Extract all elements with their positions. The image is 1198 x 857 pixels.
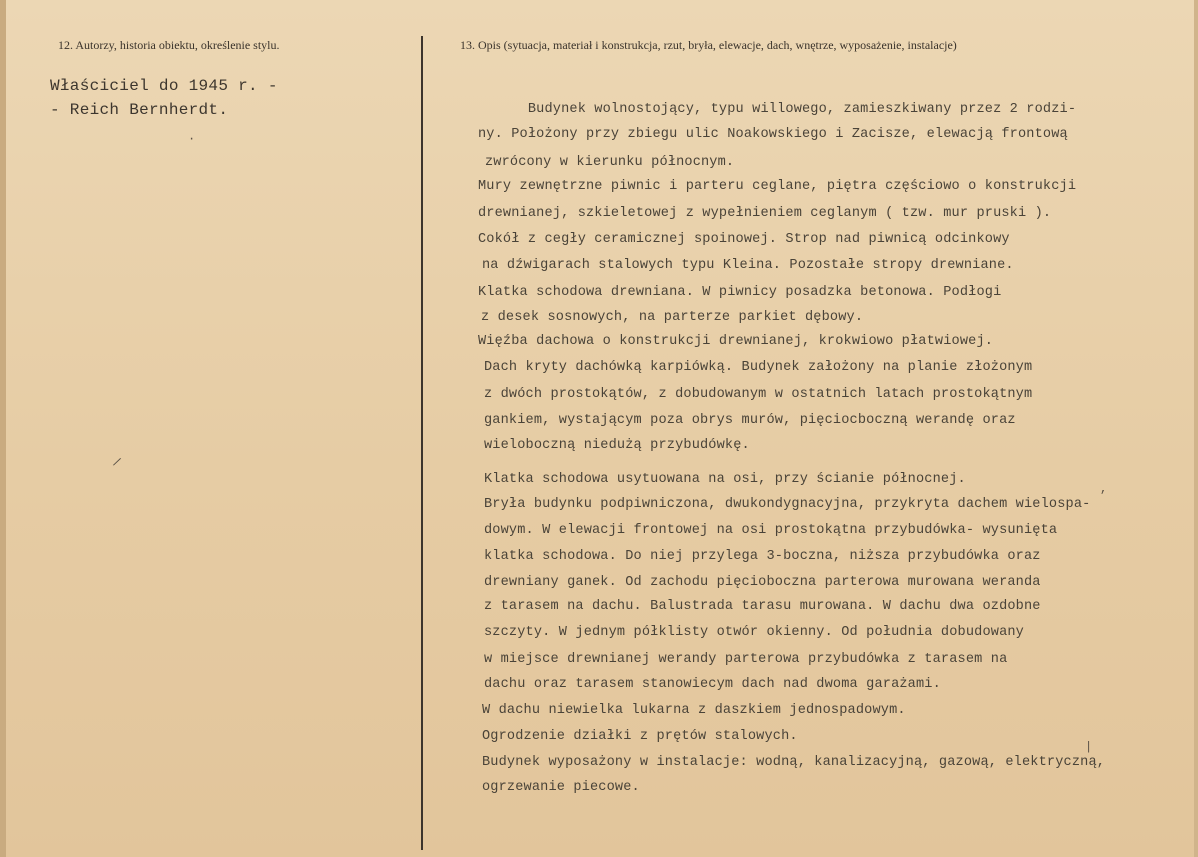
stray-mark: , bbox=[1100, 482, 1108, 496]
description-line: Ogrodzenie działki z prętów stalowych. bbox=[482, 729, 798, 744]
description-line: Cokół z cegły ceramicznej spoinowej. Strop nad piwnicą odcinkowy bbox=[478, 232, 1010, 247]
stray-mark: / bbox=[111, 455, 123, 471]
description-line: na dźwigarach stalowych typu Kleina. Pozostałe stropy drewniane. bbox=[482, 258, 1014, 273]
description-line: Więźba dachowa o konstrukcji drewnianej, krokwiowo płatwiowej. bbox=[478, 334, 994, 349]
description-line: w miejsce drewnianej werandy parterowa przybudówka z tarasem na bbox=[484, 652, 1008, 667]
description-line: W dachu niewielka lukarna z daszkiem jednospadowym. bbox=[482, 703, 906, 718]
description-line: Bryła budynku podpiwniczona, dwukondygnacyjna, przykryta dachem wielospa- bbox=[484, 497, 1091, 512]
description-line: Dach kryty dachówką karpiówką. Budynek założony na planie złożonym bbox=[484, 360, 1033, 375]
column-divider bbox=[421, 36, 423, 850]
description-line: ogrzewanie piecowe. bbox=[482, 780, 640, 795]
stray-mark: | bbox=[1085, 740, 1093, 754]
description-line: Mury zewnętrzne piwnic i parteru ceglane, piętra częściowo o konstrukcji bbox=[478, 179, 1077, 194]
owner-line: Właściciel do 1945 r. - bbox=[50, 77, 278, 95]
description-line: gankiem, wystającym poza obrys murów, pięciocboczną werandę oraz bbox=[484, 413, 1016, 428]
sheet-edge-left bbox=[0, 0, 6, 857]
description-line: Klatka schodowa drewniana. W piwnicy posadzka betonowa. Podłogi bbox=[478, 285, 1002, 300]
description-line: dowym. W elewacji frontowej na osi prostokątna przybudówka- wysunięta bbox=[484, 523, 1058, 538]
stray-mark: · bbox=[188, 132, 196, 146]
description-line: z desek sosnowych, na parterze parkiet dębowy. bbox=[481, 310, 864, 325]
description-line: dachu oraz tarasem stanowiecym dach nad dwoma garażami. bbox=[484, 677, 941, 692]
description-line: wieloboczną niedużą przybudówkę. bbox=[484, 438, 750, 453]
description-line: drewnianej, szkieletowej z wypełnieniem ceglanym ( tzw. mur pruski ). bbox=[478, 206, 1052, 221]
description-line: klatka schodowa. Do niej przylega 3-boczna, niższa przybudówka oraz bbox=[484, 549, 1041, 564]
description-line: szczyty. W jednym półklisty otwór okienny. Od południa dobudowany bbox=[484, 625, 1024, 640]
section-13-header: 13. Opis (sytuacja, materiał i konstrukcja, rzut, bryła, elewacje, dach, wnętrze, wyposażenie, instalacje) bbox=[460, 38, 957, 52]
description-line: z tarasem na dachu. Balustrada tarasu murowana. W dachu dwa ozdobne bbox=[484, 599, 1041, 614]
description-line: z dwóch prostokątów, z dobudowanym w ostatnich latach prostokątnym bbox=[484, 387, 1033, 402]
owner-line: - Reich Bernherdt. bbox=[50, 101, 229, 119]
sheet-edge-right bbox=[1194, 0, 1198, 857]
description-line: drewniany ganek. Od zachodu pięcioboczna parterowa murowana weranda bbox=[484, 575, 1041, 590]
description-line: Klatka schodowa usytuowana na osi, przy ścianie północnej. bbox=[484, 472, 966, 487]
description-line: Budynek wyposażony w instalacje: wodną, kanalizacyjną, gazową, elektryczną, bbox=[482, 755, 1106, 770]
owner-block bbox=[50, 74, 278, 122]
description-line: ny. Położony przy zbiegu ulic Noakowskiego i Zacisze, elewacją frontową bbox=[478, 127, 1068, 142]
description-line: Budynek wolnostojący, typu willowego, zamieszkiwany przez 2 rodzi- bbox=[478, 102, 1077, 117]
section-12-header: 12. Autorzy, historia obiektu, określenie stylu. bbox=[58, 38, 280, 52]
description-line: zwrócony w kierunku północnym. bbox=[485, 155, 735, 170]
